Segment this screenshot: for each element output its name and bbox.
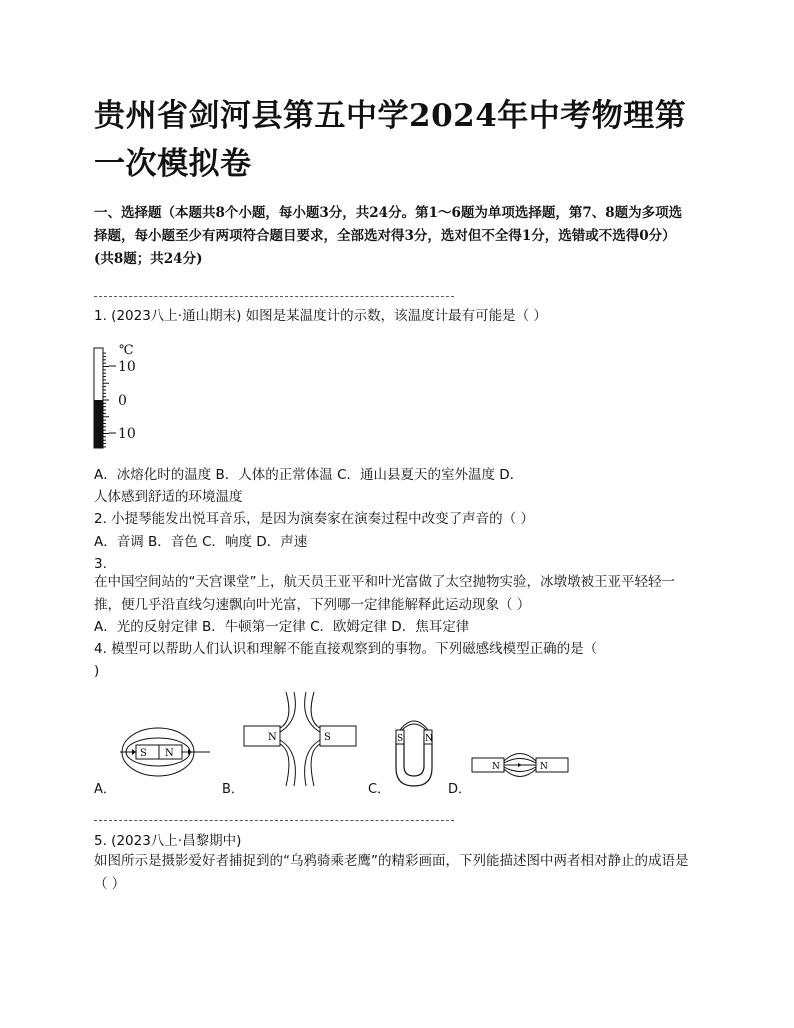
pole-n: N <box>540 762 548 772</box>
pole-s: S <box>324 732 331 743</box>
q4-label-c: C． <box>368 782 391 797</box>
thermometer-liquid <box>94 400 103 448</box>
section-heading: 一、选择题（本题共8个小题，每小题3分，共24分。第1～6题为单项选择题，第7、8题为多项选择题，每小题至少有两项符合题目要求，全部选对得3分，选对但不全得1分，选错或不选得0分）(共8题；共24分) <box>94 205 683 267</box>
thermometer-figure <box>88 340 148 452</box>
pole-n: N <box>425 734 433 744</box>
q5-stem: 5. (2023八上·昌黎期中) <box>94 833 242 849</box>
page-title: 贵州省剑河县第五中学2024年中考物理第一次模拟卷 <box>94 98 687 182</box>
q4-figure-b <box>242 690 358 788</box>
q1-stem: 1. (2023八上·通山期末) 如图是某温度计的示数，该温度计最有可能是（ ） <box>94 308 547 324</box>
q4-label-a: A． <box>94 782 116 797</box>
q4-stem: 4. 模型可以帮助人们认识和理解不能直接观察到的事物。下列磁感线模型正确的是（ <box>94 641 598 657</box>
q4-figure-a <box>118 716 214 786</box>
q3-options: A．光的反射定律 B．牛顿第一定律 C．欧姆定律 D．焦耳定律 <box>94 619 470 635</box>
arrow-icon <box>132 749 136 755</box>
divider-bottom <box>94 820 454 821</box>
pole-n: N <box>165 748 174 759</box>
q4-figure-d <box>470 744 570 784</box>
q5-body: 如图所示是摄影爱好者捕捉到的“乌鸦骑乘老鹰”的精彩画面，下列能描述图中两者相对静止的成语是（ ） <box>94 853 689 892</box>
q3-stem: 在中国空间站的“天宫课堂”上，航天员王亚平和叶光富做了太空抛物实验，冰墩墩被王亚平轻轻一推，便几乎沿直线匀速飘向叶光富，下列哪一定律能解释此运动现象（ ） <box>94 574 675 613</box>
q4-label-d: D． <box>448 782 472 797</box>
thermometer-label-10-top: 10 <box>118 359 136 375</box>
q4-figure-c <box>388 714 440 790</box>
thermometer-ticks <box>103 353 109 447</box>
arrow-icon <box>518 763 522 767</box>
pole-s: S <box>140 748 147 759</box>
q1-options-line1: A．冰熔化时的温度 B．人体的正常体温 C．通山县夏天的室外温度 D． <box>94 467 524 483</box>
q2-options: A．音调 B．音色 C．响度 D．声速 <box>94 534 308 550</box>
q2-stem: 2. 小提琴能发出悦耳音乐，是因为演奏家在演奏过程中改变了声音的（ ） <box>94 511 534 527</box>
pole-s: S <box>397 734 404 744</box>
pole-n: N <box>268 732 277 743</box>
q1-options-line2: 人体感到舒适的环境温度 <box>94 489 243 505</box>
divider-top <box>94 296 454 297</box>
q4-label-b: B． <box>222 782 244 797</box>
thermometer-label-10-bottom: 10 <box>118 426 136 442</box>
thermometer-label-0: 0 <box>118 393 127 409</box>
q3-number: 3. <box>94 556 107 572</box>
thermometer-unit: ℃ <box>119 343 134 358</box>
pole-n: N <box>492 762 500 772</box>
q4-stem-end: ) <box>94 663 100 679</box>
